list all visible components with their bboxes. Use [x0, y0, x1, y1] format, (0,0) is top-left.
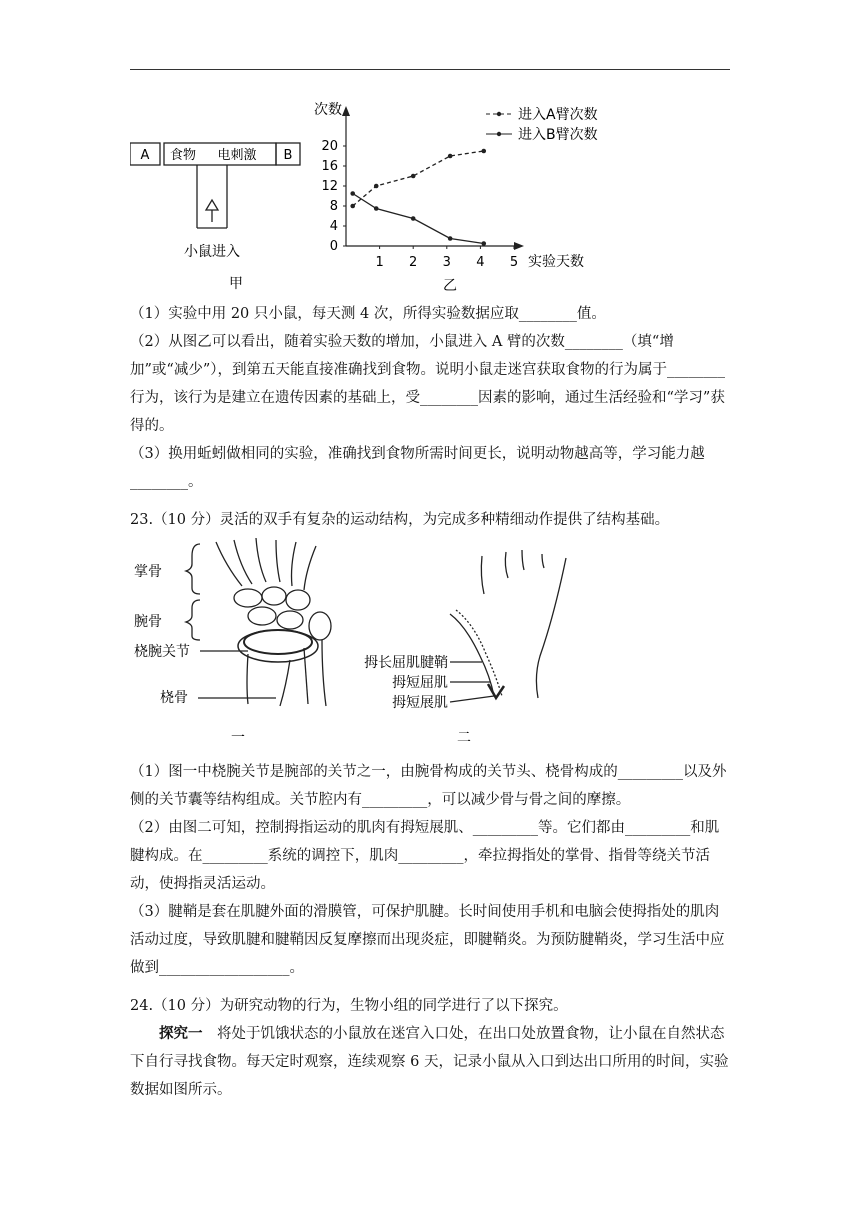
radiocarpal-joint-label: 桡腕关节 [134, 644, 190, 660]
figure-b-caption: 乙 [443, 278, 457, 294]
series-1-point [411, 216, 416, 221]
x-axis-label: 实验天数 [528, 254, 584, 270]
figure-2-caption: 二 [457, 730, 471, 746]
series-1-point [481, 241, 486, 246]
explore-one-text: 将处于饥饿状态的小鼠放在迷宫入口处，在出口处放置食物，让小鼠在自然状态下自行寻找食物。每天定时观察，连续观察 6 天，记录小鼠从入口到达出口所用的时间，实验数据如图所示。 [130, 1026, 729, 1098]
series-line-1 [353, 194, 484, 244]
legend-label-a: 进入A臂次数 [518, 107, 598, 123]
series-1-point [448, 236, 453, 241]
x-tick-label: 1 [375, 255, 384, 270]
legend-label-b: 进入B臂次数 [518, 127, 598, 143]
header-rule [130, 69, 730, 70]
arm-b-label: B [283, 148, 293, 163]
palm-bone-label: 掌骨 [134, 564, 162, 580]
wrist-bone-diagram [186, 538, 331, 706]
q23-questions [130, 758, 730, 982]
q23-part1: （1）图一中桡腕关节是腕部的关节之一，由腕骨构成的关节头、桡骨构成的_________以及外侧的关节囊等结构组成。关节腔内有_________，可以减少骨与骨之间的摩擦。 [130, 764, 727, 808]
figure-1-caption: 一 [231, 730, 245, 746]
series-1-point [374, 206, 379, 211]
x-tick-label: 3 [442, 255, 451, 270]
hand-figures [130, 536, 730, 746]
flexor-sheath-label: 拇长屈肌腱鞘 [364, 655, 448, 671]
legend [486, 106, 598, 143]
series-line-0 [353, 151, 484, 206]
carpal-bone-label: 腕骨 [134, 614, 162, 630]
y-tick-label: 4 [329, 219, 338, 234]
palm-bracket [186, 544, 200, 594]
x-tick-label: 5 [509, 255, 519, 270]
abductor-leader [450, 696, 494, 702]
carpal-bracket [186, 600, 200, 640]
q23-part3: （3）腱鞘是套在肌腱外面的滑膜管，可保护肌腱。长时间使用手机和电脑会使拇指处的肌肉活动过度，导致肌腱和腱鞘因反复摩擦而出现炎症，即腱鞘炎。为预防腱鞘炎，学习生活中应做到__________________。 [130, 904, 725, 976]
q24-intro: 24.（10 分）为研究动物的行为，生物小组的同学进行了以下探究。 [130, 998, 568, 1014]
series-0-point [481, 149, 486, 154]
shock-label: 电刺激 [217, 148, 257, 163]
t-maze-diagram [130, 143, 300, 228]
thumb-muscle-diagram [450, 550, 566, 702]
q23-part2: （2）由图二可知，控制拇指运动的肌肉有拇短展肌、_________等。它们都由_________和肌腱构成。在_________系统的调控下，肌肉_________，牵拉拇指处的掌骨、指骨等绕关节活动，使拇指灵活运动。 [130, 820, 720, 892]
y-tick-label: 12 [321, 179, 338, 194]
figure-row-top [130, 96, 730, 296]
series-1-point [350, 191, 355, 196]
food-label: 食物 [169, 148, 197, 163]
mouse-entry-label: 小鼠进入 [184, 244, 240, 260]
y-tick-label: 16 [321, 159, 338, 174]
radius-label: 桡骨 [160, 690, 188, 706]
explore-one-label: 探究一 [159, 1025, 203, 1042]
series-0-point [448, 154, 453, 159]
q23-intro: 23.（10 分）灵活的双手有复杂的运动结构，为完成多种精细动作提供了结构基础。 [130, 512, 670, 528]
line-chart [314, 101, 598, 294]
x-tick-label: 4 [476, 255, 485, 270]
series-0-point [411, 174, 416, 179]
figure-a-caption: 甲 [229, 276, 243, 292]
y-tick-label: 0 [329, 239, 338, 254]
q22-questions [130, 300, 730, 496]
q22-part2: （2）从图乙可以看出，随着实验天数的增加，小鼠进入 A 臂的次数________（填“增加”或“减少”），到第五天能直接准确找到食物。说明小鼠走迷宫获取食物的行为属于________行为，该行为是建立在遗传因素的基础上，受________因素的影响，通过生活经验和“学习”获得的。 [130, 334, 725, 434]
q22-part3: （3）换用蚯蚓做相同的实验，准确找到食物所需时间更长，说明动物越高等，学习能力越________。 [130, 446, 705, 490]
arm-a-label: A [140, 148, 150, 163]
short-flexor-label: 拇短屈肌 [392, 675, 448, 691]
q22-part1: （1）实验中用 20 只小鼠，每天测 4 次，所得实验数据应取________值。 [130, 306, 606, 322]
series-0-point [350, 204, 355, 209]
q24-section [130, 992, 730, 1104]
x-tick-label: 2 [409, 255, 418, 270]
y-tick-label: 8 [329, 199, 338, 214]
y-axis-label: 次数 [314, 102, 342, 118]
y-tick-label: 20 [321, 139, 338, 154]
series-0-point [374, 184, 379, 189]
q24-explore-one [130, 1020, 730, 1104]
short-abductor-label: 拇短展肌 [392, 695, 448, 711]
